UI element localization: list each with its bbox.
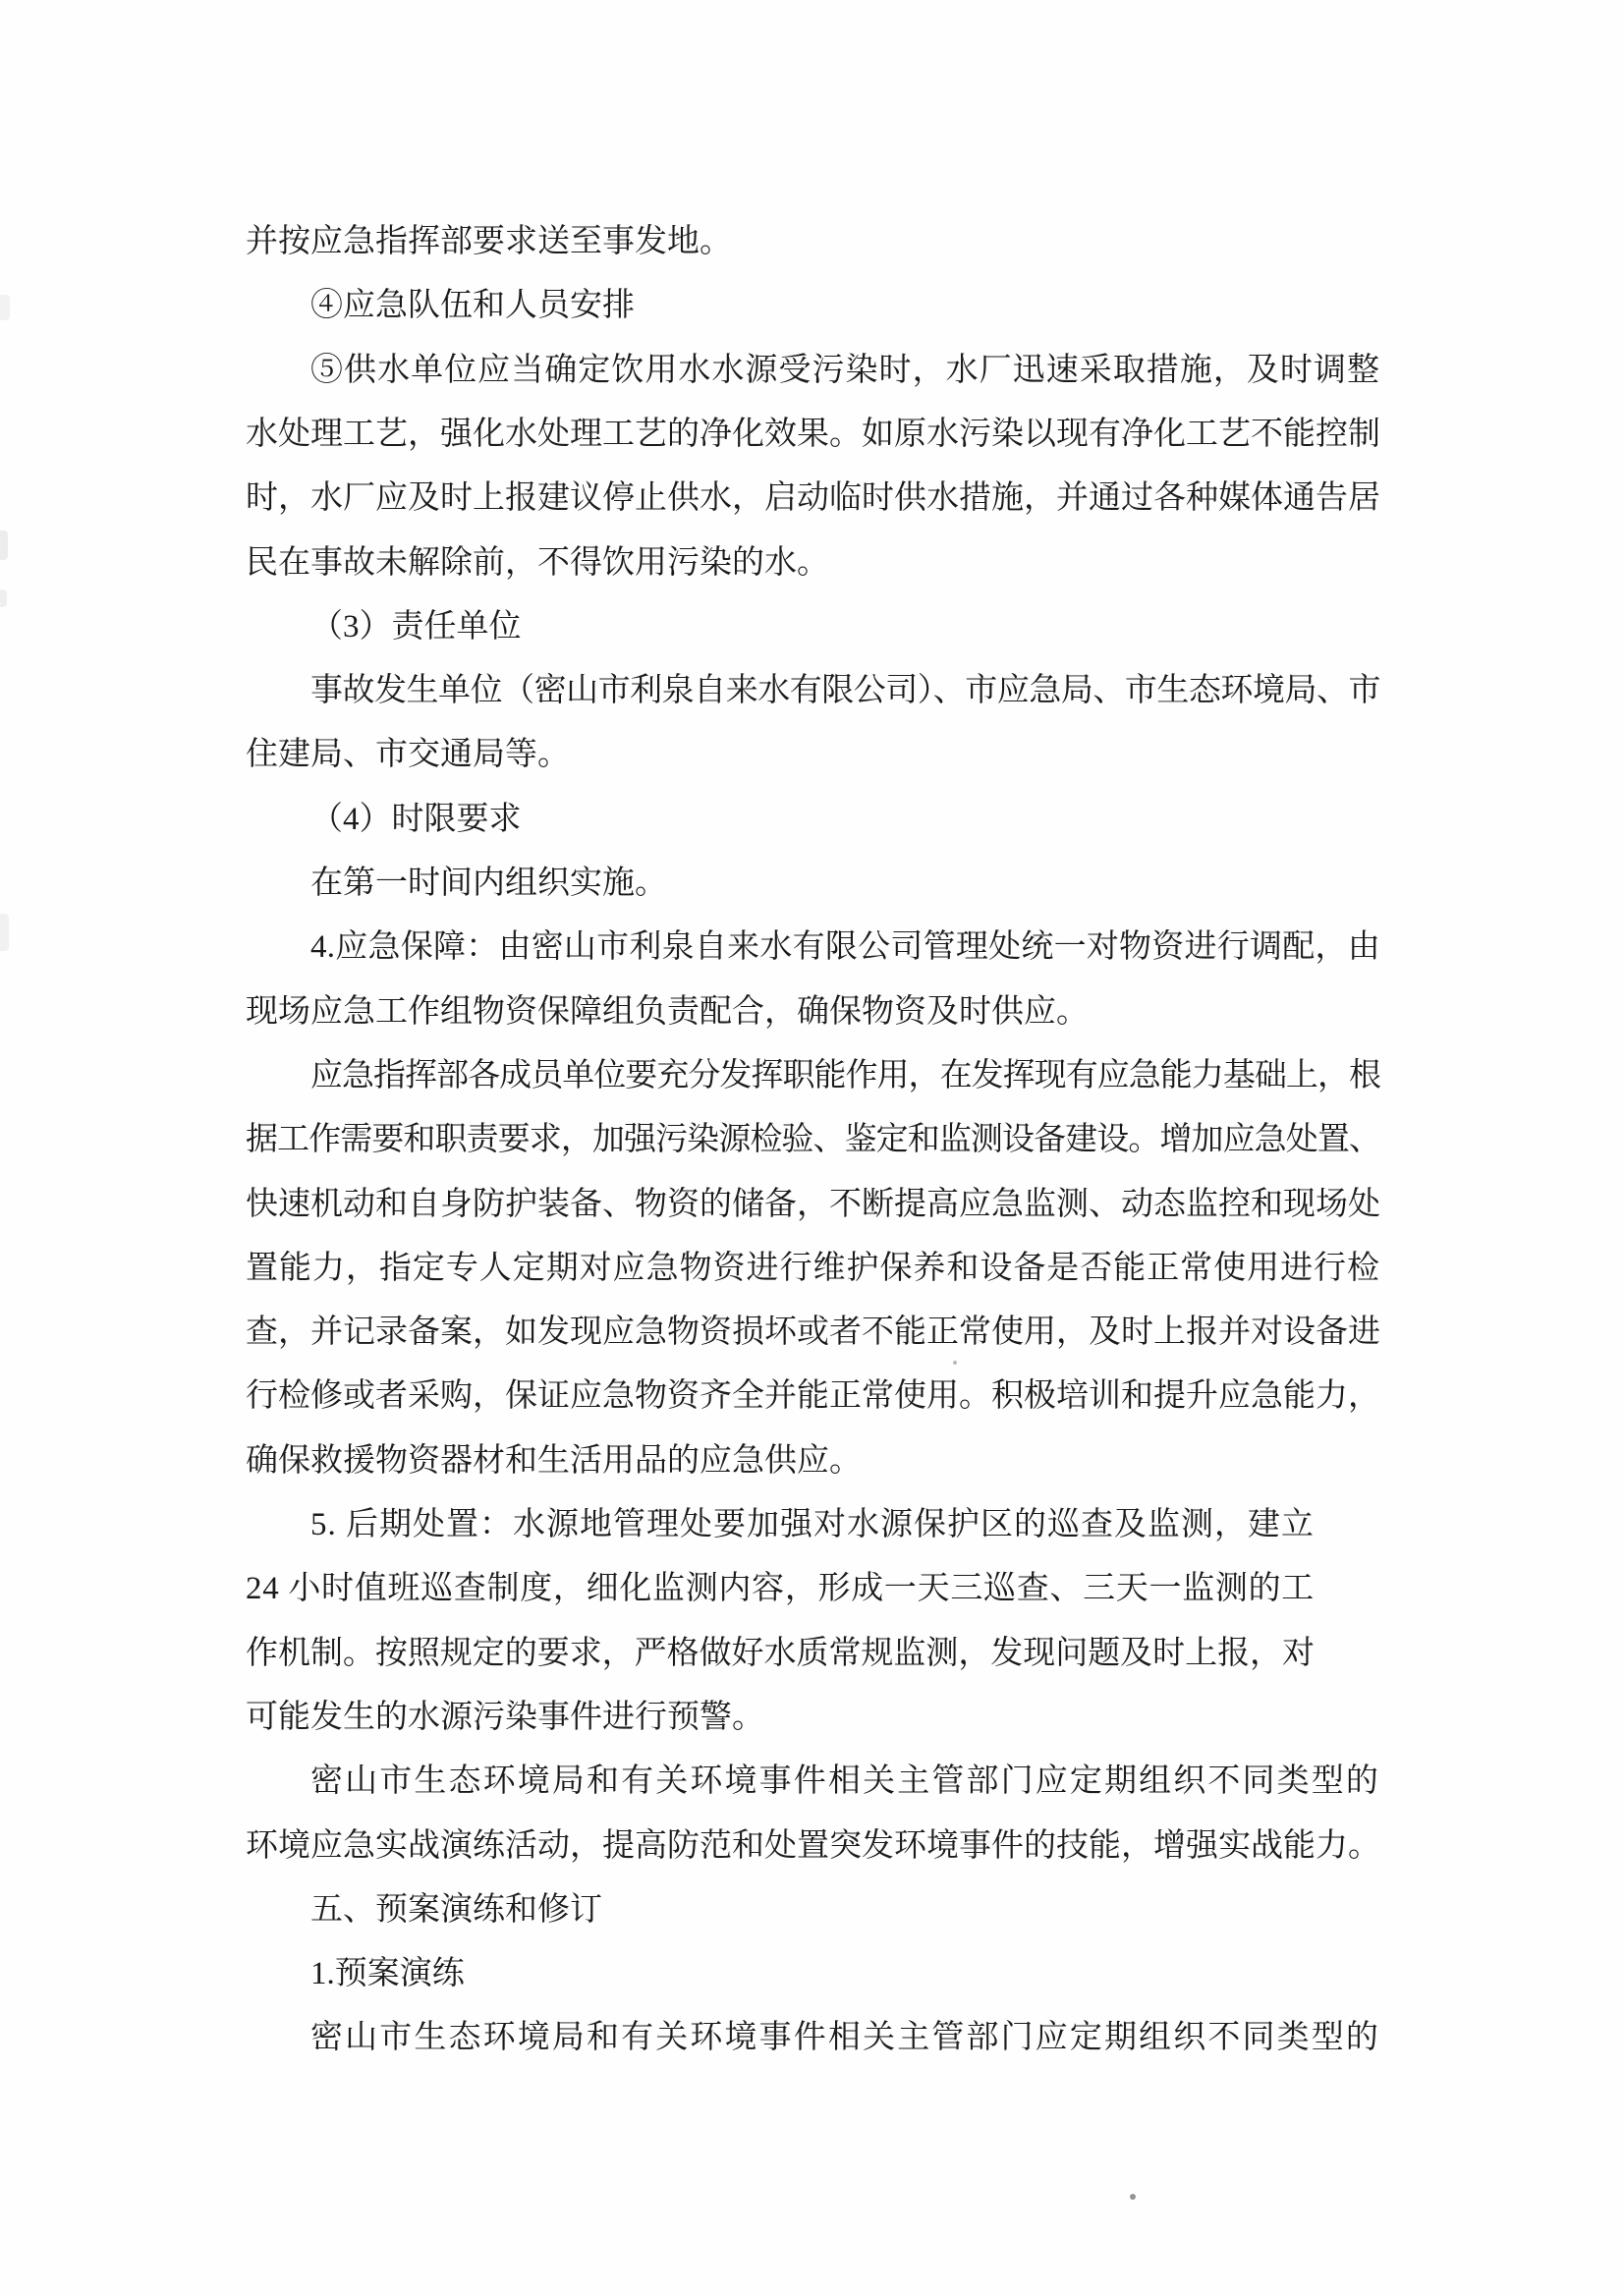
scan-artifact [0,914,9,951]
text-line: 密山市生态环境局和有关环境事件相关主管部门应定期组织不同类型的 [310,2020,1380,2056]
scan-artifact [0,531,8,560]
text-line: （4）时限要求 [310,801,522,837]
text-line: 水处理工艺，强化水处理工艺的净化效果。如原水污染以现有净化工艺不能控制 [246,416,1380,452]
text-line: 确保救援物资器材和生活用品的应急供应。 [246,1442,862,1479]
text-line: 民在事故未解除前，不得饮用污染的水。 [246,544,829,581]
scan-artifact [1130,2194,1136,2200]
text-line: （3）责任单位 [310,608,522,644]
text-line: 事故发生单位（密山市利泉自来水有限公司）、市应急局、市生态环境局、市 [310,673,1381,709]
text-line: 据工作需要和职责要求，加强污染源检验、鉴定和监测设备建设。增加应急处置、 [246,1122,1381,1158]
text-line: ⑤供水单位应当确定饮用水水源受污染时，水厂迅速采取措施，及时调整 [310,352,1380,388]
text-line: ④应急队伍和人员安排 [310,288,635,324]
scan-artifact [0,589,7,607]
text-line: 24 小时值班巡查制度，细化监测内容，形成一天三巡查、三天一监测的工 [246,1571,1315,1607]
text-line: 作机制。按照规定的要求，严格做好水质常规监测，发现问题及时上报，对 [246,1635,1316,1671]
document-body [246,0,1380,2295]
text-line: 现场应急工作组物资保障组负责配合，确保物资及时供应。 [246,993,1089,1030]
scan-artifact [953,1361,957,1365]
text-line: 在第一时间内组织实施。 [310,866,667,901]
text-line: 1.预案演练 [310,1956,465,1992]
text-line: 五、预案演练和修订 [310,1891,602,1928]
text-line: 行检修或者采购，保证应急物资齐全并能正常使用。积极培训和提升应急能力， [246,1378,1380,1415]
text-line: 快速机动和自身防护装备、物资的储备，不断提高应急监测、动态监控和现场处 [246,1186,1380,1222]
text-line: 5. 后期处置：水源地管理处要加强对水源保护区的巡查及监测，建立 [310,1507,1315,1542]
text-line: 可能发生的水源污染事件进行预警。 [246,1699,764,1735]
text-line: 并按应急指挥部要求送至事发地。 [246,224,732,259]
text-line: 应急指挥部各成员单位要充分发挥职能作用，在发挥现有应急能力基础上，根 [310,1057,1381,1093]
text-line: 置能力，指定专人定期对应急物资进行维护保养和设备是否能正常使用进行检 [246,1250,1380,1286]
scan-artifact [0,295,10,320]
text-line: 4.应急保障：由密山市利泉自来水有限公司管理处统一对物资进行调配，由 [310,929,1380,966]
text-line: 密山市生态环境局和有关环境事件相关主管部门应定期组织不同类型的 [310,1763,1380,1800]
text-line: 查，并记录备案，如发现应急物资损坏或者不能正常使用，及时上报并对设备进 [246,1315,1380,1351]
text-line: 住建局、市交通局等。 [246,737,570,773]
text-line: 时，水厂应及时上报建议停止供水，启动临时供水措施，并通过各种媒体通告居 [246,480,1380,517]
text-line: 环境应急实战演练活动，提高防范和处置突发环境事件的技能，增强实战能力。 [246,1827,1380,1864]
